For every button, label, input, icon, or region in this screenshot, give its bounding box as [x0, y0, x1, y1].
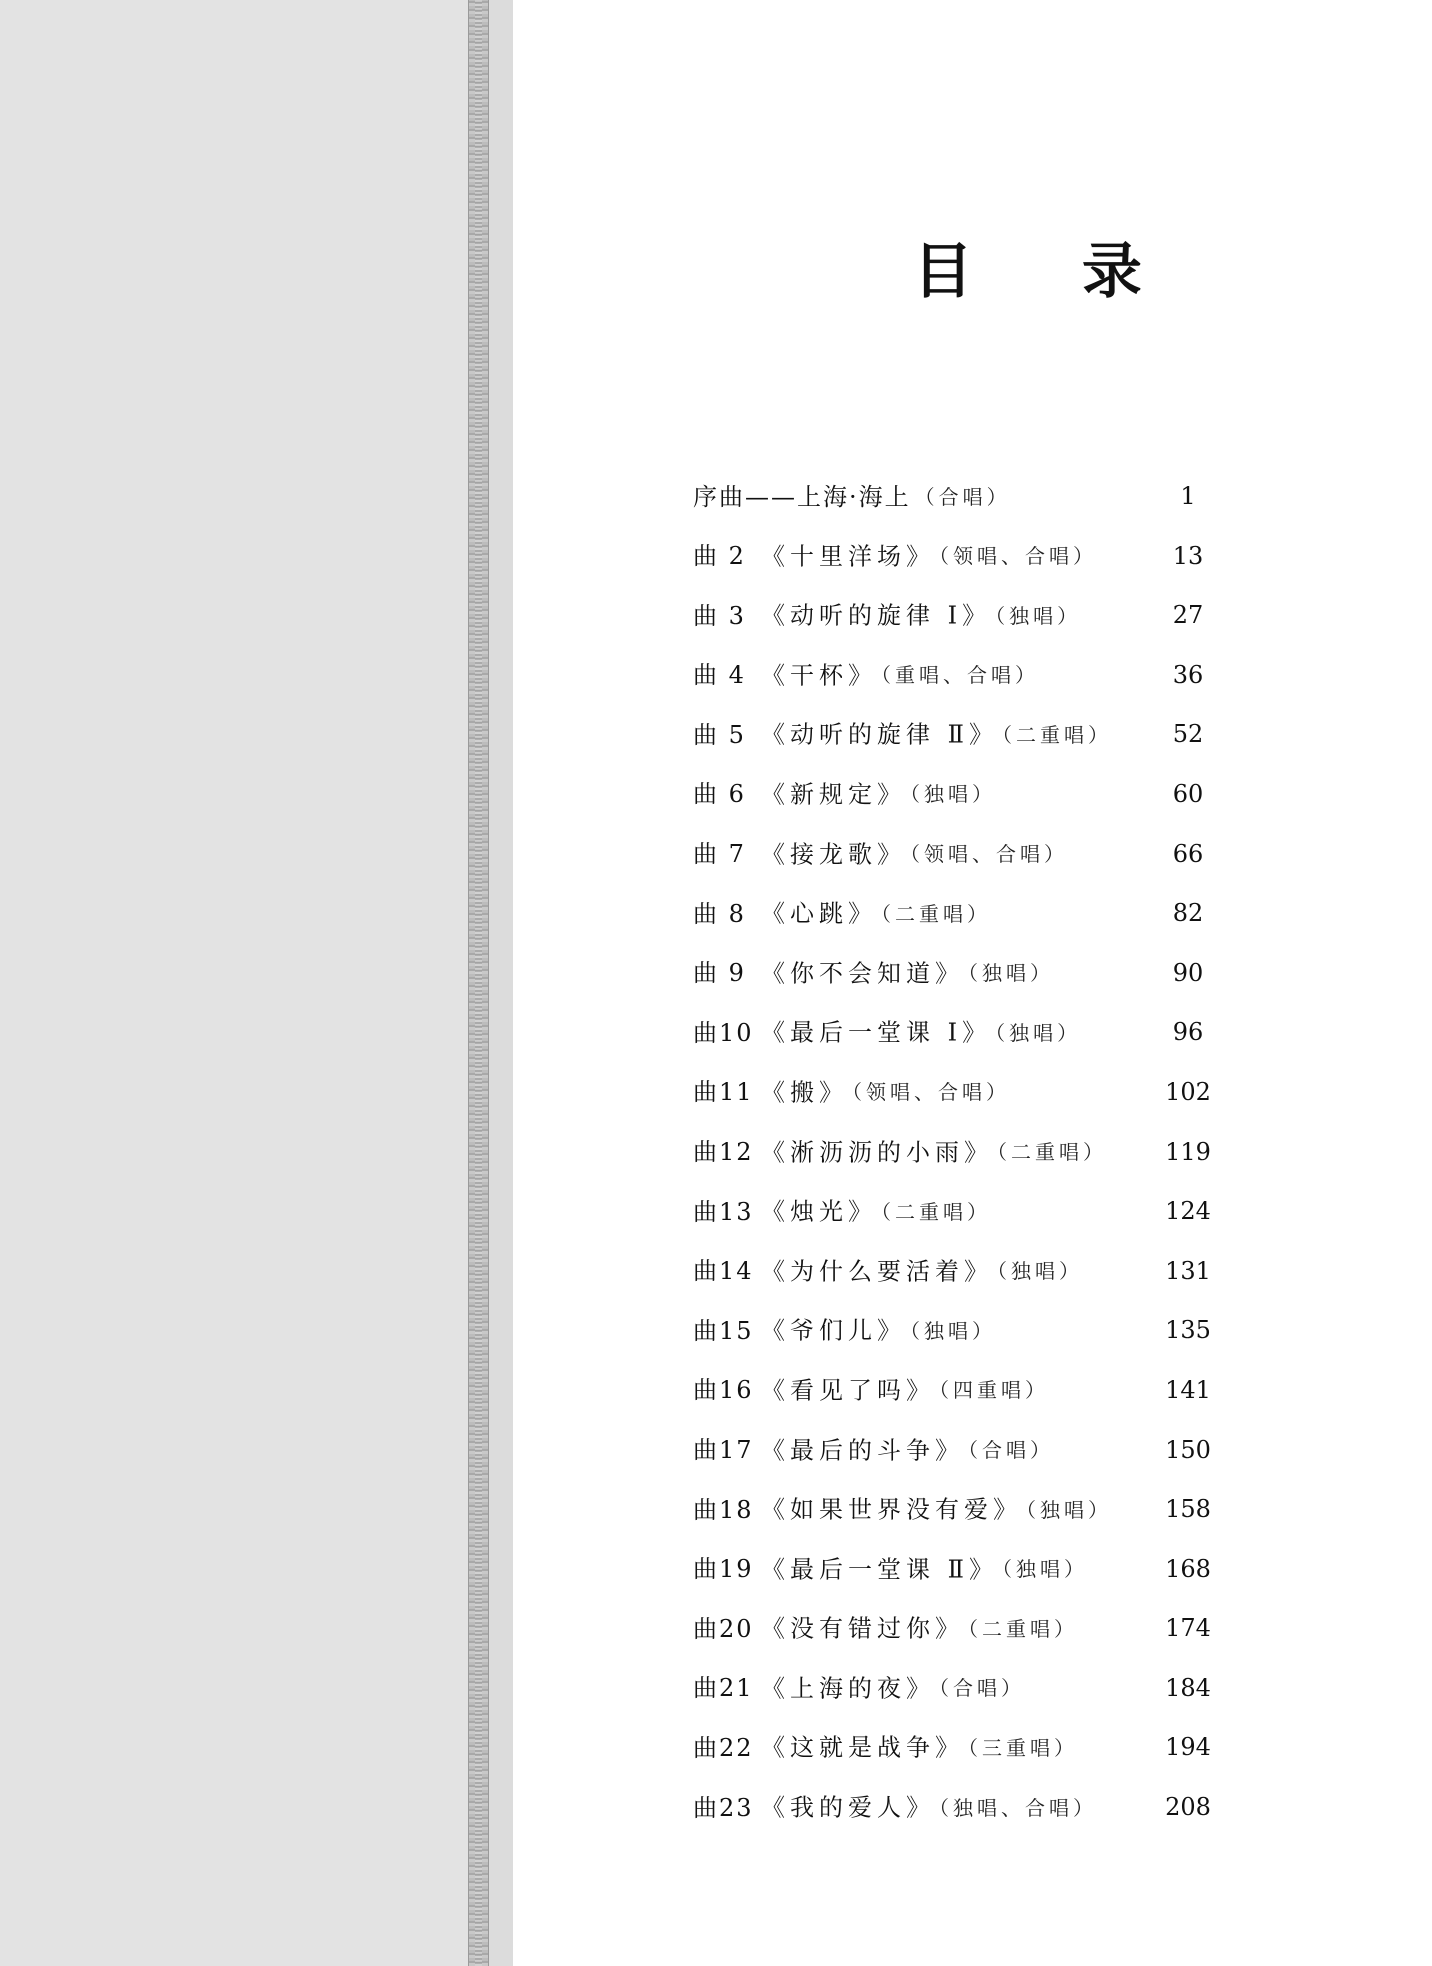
- toc-entry-title: 《你不会知道》: [761, 959, 964, 988]
- toc-entry-voice: （二重唱）: [881, 1199, 991, 1224]
- toc-entry[interactable]: [693, 1191, 1213, 1251]
- toc-entry-number: 曲12: [693, 1138, 754, 1167]
- toc-entry[interactable]: [693, 1132, 1213, 1192]
- toc-entry[interactable]: [693, 1668, 1213, 1728]
- toc-entry-number: 曲18: [693, 1495, 754, 1524]
- toc-entry-page: 27: [1172, 601, 1204, 630]
- toc-entry-voice: （二重唱）: [881, 901, 991, 926]
- toc-entry-page: 168: [1165, 1554, 1211, 1583]
- toc-entry[interactable]: [693, 1608, 1213, 1668]
- toc-list: [693, 476, 1213, 1847]
- toc-entry[interactable]: [693, 1727, 1213, 1787]
- toc-entry[interactable]: [693, 774, 1213, 834]
- toc-entry-voice: （领唱、合唱）: [939, 544, 1097, 569]
- toc-entry-number: 曲11: [693, 1078, 754, 1107]
- toc-entry-voice: （领唱、合唱）: [910, 842, 1068, 867]
- toc-entry-voice: （二重唱）: [1001, 722, 1112, 747]
- toc-entry-number: 曲10: [693, 1018, 754, 1047]
- toc-entry-number: 曲 4: [693, 661, 746, 690]
- toc-entry-title: 《最后的斗争》: [761, 1436, 964, 1464]
- toc-entry[interactable]: [693, 1787, 1213, 1847]
- toc-entry-page: 124: [1165, 1197, 1211, 1226]
- toc-entry-page: 52: [1172, 720, 1204, 749]
- toc-entry-page: 158: [1165, 1495, 1211, 1524]
- toc-entry-title: 《心跳》: [761, 899, 877, 928]
- toc-entry[interactable]: [693, 1489, 1213, 1549]
- toc-entry[interactable]: [693, 893, 1213, 953]
- page-gutter: [489, 0, 513, 1966]
- toc-entry-number: 曲 7: [693, 840, 746, 869]
- toc-entry-voice: （独唱、合唱）: [939, 1795, 1097, 1820]
- toc-entry-number: 曲14: [693, 1257, 754, 1286]
- toc-entry-page: 13: [1172, 541, 1204, 570]
- left-margin: [0, 0, 468, 1966]
- toc-entry-title: 《如果世界没有爱》: [761, 1495, 1022, 1524]
- toc-entry-title: 《最后一堂课 Ⅰ》: [761, 1018, 992, 1047]
- toc-entry-number: 曲15: [693, 1316, 754, 1345]
- toc-entry[interactable]: [693, 953, 1213, 1013]
- toc-entry-title: 《动听的旋律 Ⅰ》: [761, 601, 992, 630]
- toc-entry-title: 《十里洋场》: [761, 542, 935, 571]
- toc-entry-page: 102: [1165, 1077, 1211, 1106]
- toc-entry-number: 曲21: [693, 1674, 754, 1703]
- toc-entry-title: 《最后一堂课 Ⅱ》: [761, 1555, 998, 1584]
- toc-entry-number: 曲17: [693, 1436, 754, 1464]
- toc-entry[interactable]: [693, 834, 1213, 894]
- toc-entry-voice: （独唱）: [910, 1318, 996, 1343]
- toc-entry-page: 131: [1165, 1256, 1211, 1285]
- toc-entry-number: 曲 2: [693, 542, 746, 571]
- toc-entry-number: 曲20: [693, 1614, 754, 1643]
- toc-entry-number: 曲 6: [693, 780, 746, 809]
- toc-entry-number: 曲22: [693, 1733, 754, 1762]
- toc-entry-title: 《搬》: [761, 1078, 848, 1107]
- toc-entry[interactable]: [693, 1430, 1213, 1490]
- toc-entry-number: 曲23: [693, 1793, 754, 1822]
- toc-entry-title: 《为什么要活着》: [761, 1257, 993, 1286]
- toc-entry-title: 《新规定》: [761, 780, 906, 809]
- toc-entry-voice: （合唱）: [914, 484, 1011, 509]
- page-title: 目 录: [913, 237, 1186, 307]
- toc-entry-page: 141: [1165, 1375, 1211, 1404]
- toc-entry-voice: （独唱）: [997, 1259, 1083, 1284]
- toc-entry-title: 《烛光》: [761, 1197, 877, 1226]
- toc-entry-voice: （合唱）: [968, 1438, 1054, 1462]
- toc-entry-voice: （二重唱）: [997, 1140, 1107, 1165]
- toc-entry-number: 曲16: [693, 1376, 754, 1405]
- toc-entry[interactable]: [693, 1012, 1213, 1072]
- toc-entry-page: 66: [1172, 839, 1204, 868]
- toc-entry-voice: （独唱）: [910, 782, 996, 807]
- toc-entry-page: 1: [1180, 482, 1196, 510]
- toc-entry-page: 36: [1172, 660, 1204, 689]
- toc-entry[interactable]: [693, 714, 1213, 774]
- toc-entry-page: 96: [1172, 1018, 1204, 1047]
- toc-entry-page: 119: [1165, 1137, 1211, 1166]
- toc-entry-title: 《这就是战争》: [761, 1733, 964, 1762]
- book-binding-strip: [468, 0, 489, 1966]
- toc-entry-voice: （三重唱）: [968, 1735, 1078, 1760]
- toc-entry-number: 曲 3: [693, 601, 746, 630]
- toc-entry-voice: （独唱）: [1026, 1497, 1112, 1522]
- toc-entry-number: 曲 5: [693, 720, 746, 749]
- toc-entry-title: 《动听的旋律 Ⅱ》: [761, 720, 998, 749]
- toc-entry-page: 82: [1172, 899, 1204, 928]
- toc-entry-voice: （独唱）: [968, 961, 1054, 986]
- toc-entry-number: 曲19: [693, 1555, 754, 1584]
- toc-entry-number: 曲 9: [693, 959, 746, 988]
- toc-entry-title: 《干杯》: [761, 661, 877, 690]
- toc-entry-title: 《没有错过你》: [761, 1614, 964, 1643]
- toc-entry-number: 曲 8: [693, 899, 746, 928]
- toc-entry[interactable]: [693, 536, 1213, 596]
- toc-entry-title: 《我的爱人》: [761, 1793, 935, 1822]
- toc-entry-voice: （领唱、合唱）: [852, 1080, 1010, 1105]
- toc-entry[interactable]: [693, 1251, 1213, 1311]
- toc-page: [513, 0, 1432, 1966]
- toc-entry-page: 194: [1165, 1733, 1211, 1762]
- toc-entry-voice: （重唱、合唱）: [881, 663, 1039, 688]
- toc-entry-voice: （合唱）: [939, 1676, 1025, 1701]
- toc-entry-number: 曲13: [693, 1197, 754, 1226]
- toc-entry[interactable]: [693, 1072, 1213, 1132]
- toc-entry-title: 《看见了吗》: [761, 1376, 935, 1405]
- toc-entry-title: 《爷们儿》: [761, 1316, 906, 1345]
- toc-entry-title: 《接龙歌》: [761, 840, 906, 869]
- toc-entry-page: 150: [1165, 1435, 1211, 1464]
- toc-entry-voice: （独唱）: [995, 1020, 1082, 1045]
- toc-entry-voice: （独唱）: [1001, 1557, 1088, 1582]
- toc-entry-number: 序曲——上海·海上: [693, 482, 911, 511]
- toc-entry-page: 208: [1165, 1793, 1211, 1822]
- toc-entry-voice: （四重唱）: [939, 1378, 1049, 1403]
- toc-entry[interactable]: [693, 595, 1213, 655]
- toc-entry-voice: （独唱）: [995, 603, 1082, 628]
- toc-entry[interactable]: [693, 655, 1213, 715]
- toc-entry-page: 90: [1172, 958, 1204, 987]
- toc-entry-page: 60: [1172, 779, 1204, 808]
- toc-entry[interactable]: [693, 1310, 1213, 1370]
- toc-entry-voice: （二重唱）: [968, 1616, 1078, 1641]
- toc-entry-page: 135: [1165, 1316, 1211, 1345]
- toc-entry[interactable]: [693, 1549, 1213, 1609]
- toc-entry-page: 184: [1165, 1673, 1211, 1702]
- toc-entry-title: 《淅沥沥的小雨》: [761, 1138, 993, 1167]
- toc-entry[interactable]: [693, 476, 1213, 536]
- toc-entry-page: 174: [1165, 1614, 1211, 1643]
- toc-entry-title: 《上海的夜》: [761, 1674, 935, 1703]
- toc-entry[interactable]: [693, 1370, 1213, 1430]
